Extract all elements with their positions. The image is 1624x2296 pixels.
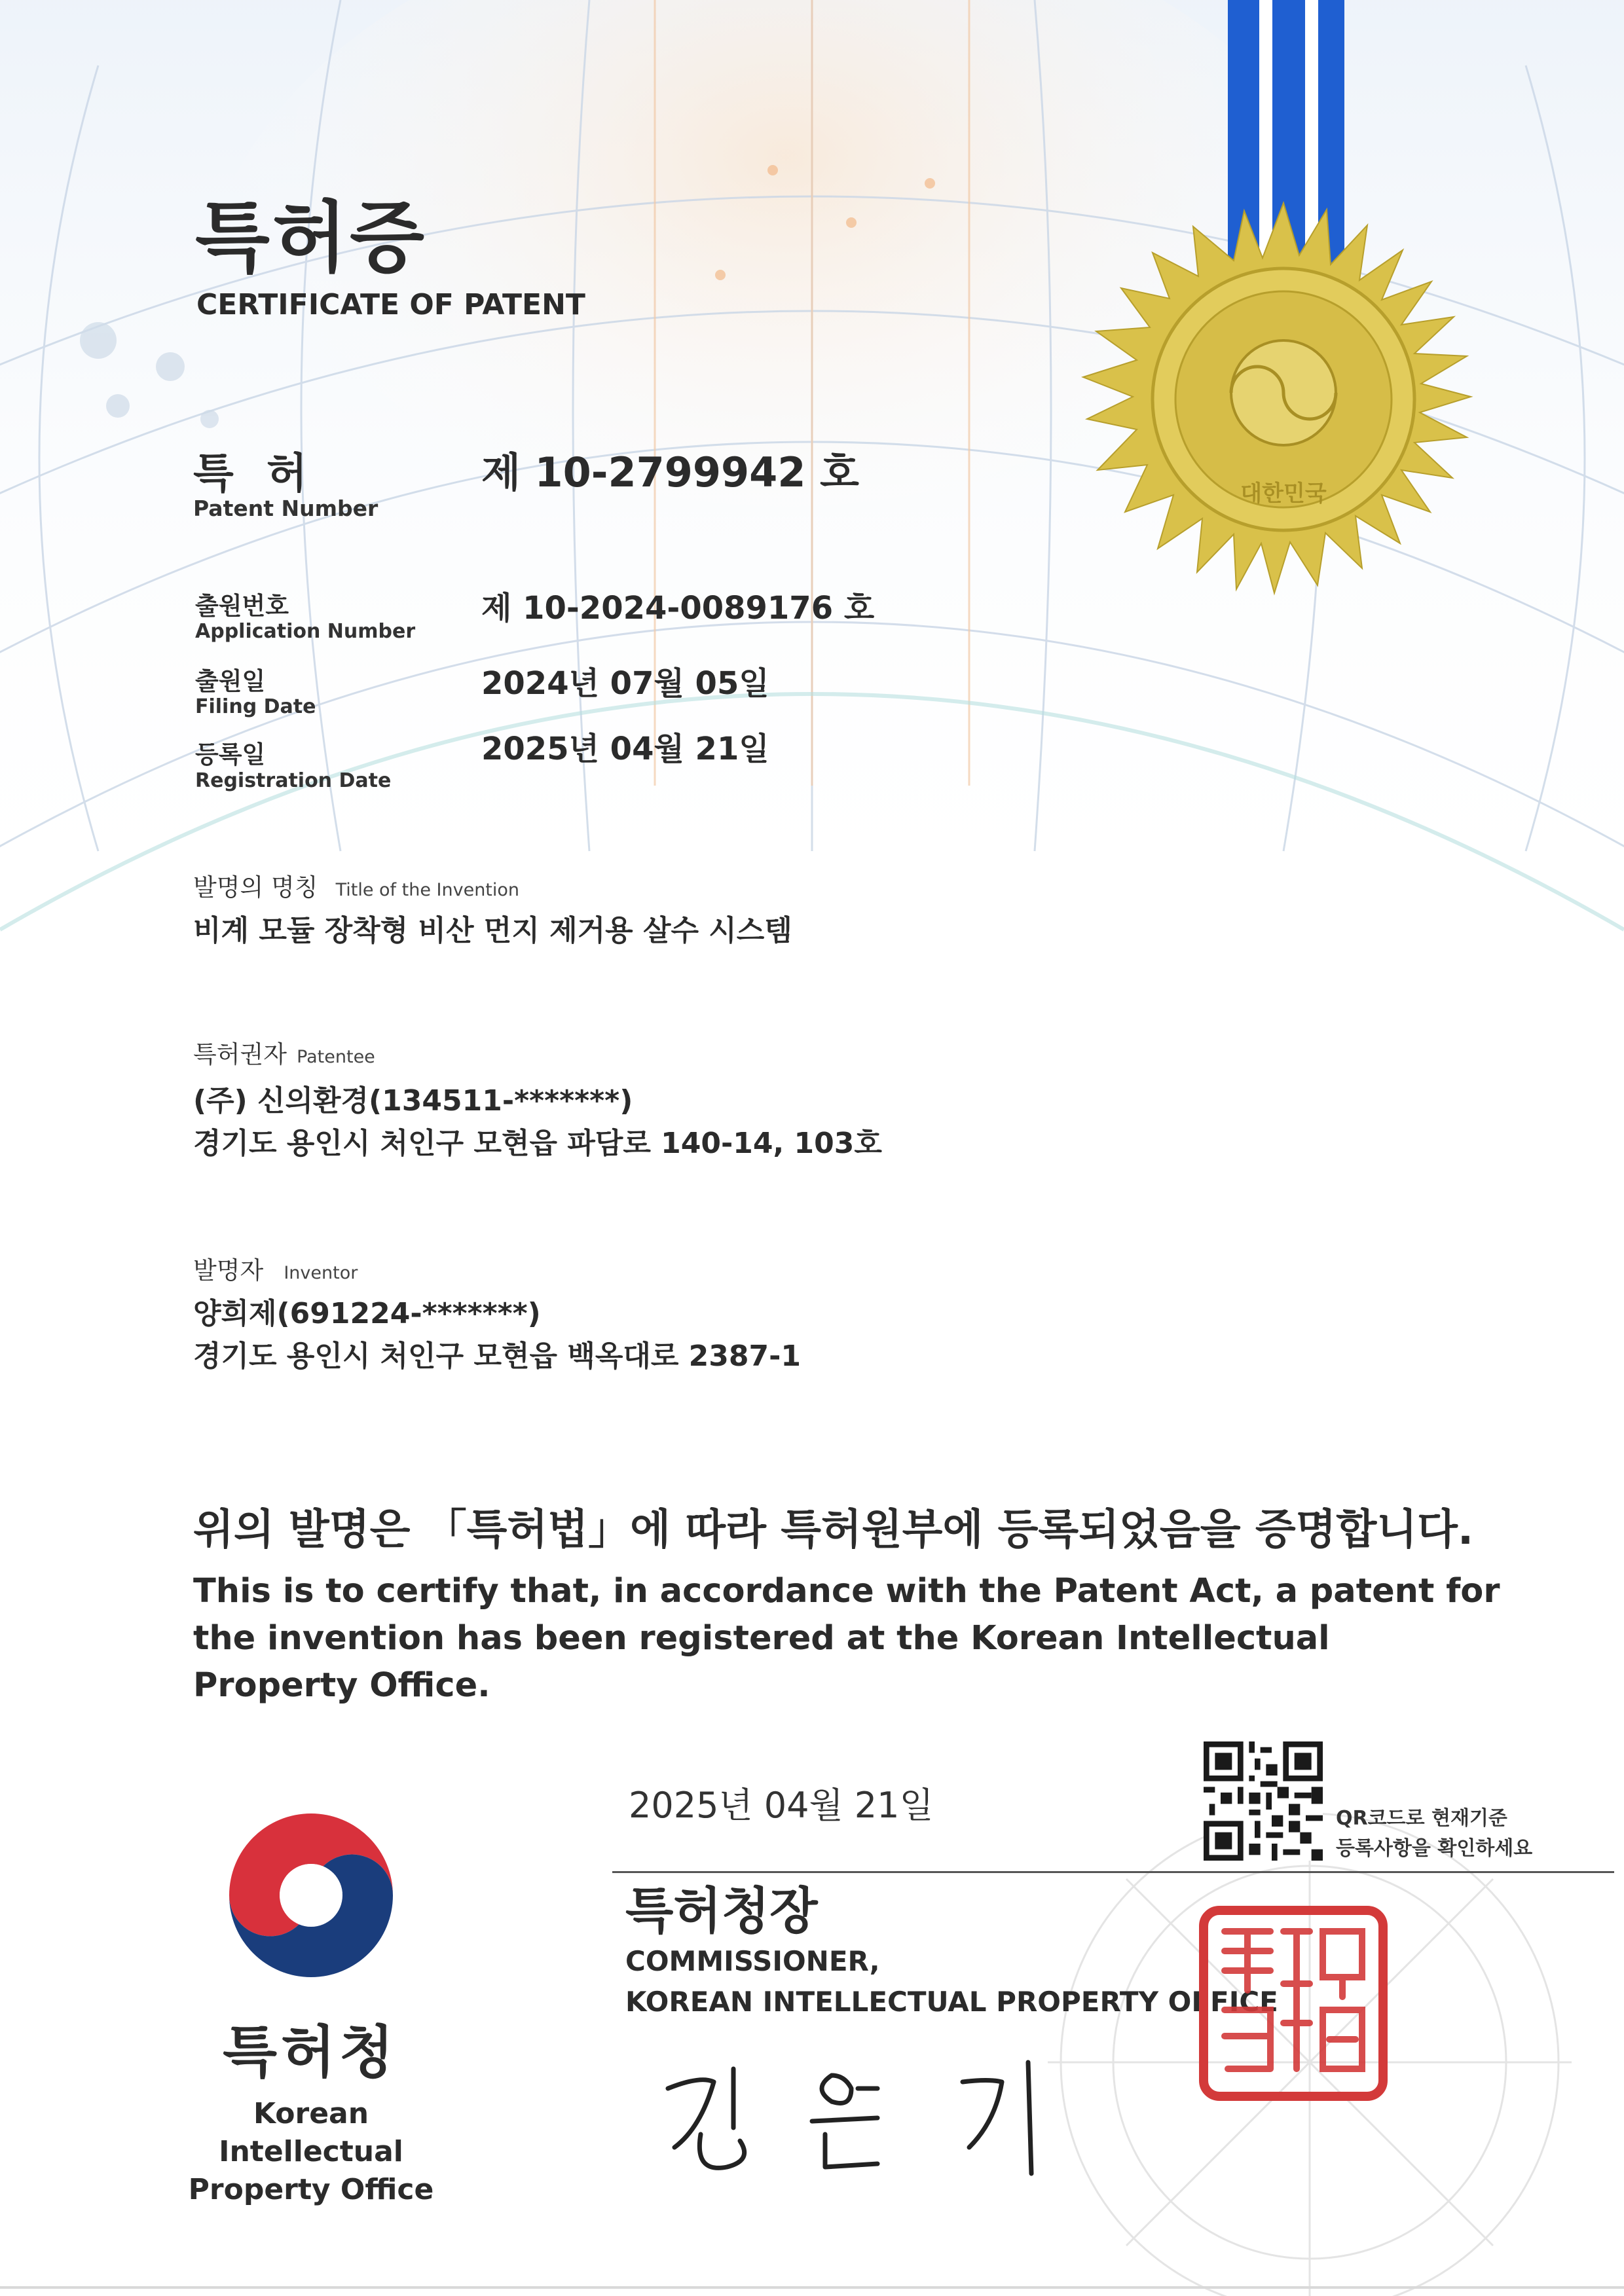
qr-note <box>1336 1804 1532 1864</box>
qr-code[interactable] <box>1204 1741 1323 1861</box>
application-number-label-en: Application Number <box>195 620 416 643</box>
certification-statement-en: This is to certify that, in accordance with the Patent Act, a patent for the invention has been registered at the Korean Intellectual Property Office. <box>193 1572 1500 1705</box>
gold-seal-medal <box>1074 196 1493 615</box>
kipo-name-en <box>164 2095 458 2209</box>
inventor-name: 양희제(691224-*******) <box>193 1297 541 1330</box>
invention-title-label <box>193 867 519 903</box>
qr-note-line2: 등록사항을 확인하세요 <box>1336 1837 1533 1860</box>
patent-number-label-en: Patent Number <box>193 496 378 521</box>
registration-date-label-ko: 등록일 <box>195 740 266 769</box>
registration-date-label-en: Registration Date <box>195 769 392 792</box>
patentee-label-en: Patentee <box>297 1047 375 1067</box>
patentee-label <box>193 1034 375 1070</box>
inventor-address: 경기도 용인시 처인구 모현읍 백옥대로 2387-1 <box>193 1339 801 1373</box>
certification-statement-ko: 위의 발명은 「특허법」에 따라 특허원부에 등록되었음을 증명합니다. <box>193 1506 1474 1554</box>
invention-title-value: 비계 모듈 장착형 비산 먼지 제거용 살수 시스템 <box>193 914 792 947</box>
kipo-name-en-line1: Korean Intellectual <box>219 2097 403 2168</box>
inventor-label-ko: 발명자 <box>193 1256 264 1285</box>
medal-text: 대한민국 <box>1240 481 1327 507</box>
filing-date-value: 2024년 07월 05일 <box>481 665 769 702</box>
commissioner-title-en-line1: COMMISSIONER, <box>625 1945 880 1977</box>
kipo-name-en-line2: Property Office <box>188 2173 434 2206</box>
patent-number-label-ko: 특 허 <box>193 450 316 498</box>
certificate-title-ko: 특허증 <box>195 192 427 283</box>
application-number-label-ko: 출원번호 <box>195 592 289 620</box>
inventor-label-en: Inventor <box>284 1263 358 1283</box>
commissioner-title-en-line2: KOREAN INTELLECTUAL PROPERTY OFFICE <box>625 1986 1278 2018</box>
invention-title-label-en: Title of the Invention <box>335 880 520 900</box>
kipo-taegeuk-logo <box>216 1797 406 1987</box>
registration-date-value: 2025년 04월 21일 <box>481 731 769 767</box>
commissioner-title-ko: 특허청장 <box>625 1882 818 1940</box>
patentee-name: (주) 신의환경(134511-*******) <box>193 1084 633 1118</box>
commissioner-title-en <box>625 1941 1278 2022</box>
commissioner-signature <box>661 2049 1067 2180</box>
certificate-title-en: CERTIFICATE OF PATENT <box>196 288 585 321</box>
invention-title-label-ko: 발명의 명칭 <box>193 873 318 902</box>
issue-date: 2025년 04월 21일 <box>629 1785 934 1826</box>
kipo-name-ko: 특허청 <box>223 2020 398 2085</box>
filing-date-label-en: Filing Date <box>195 695 316 718</box>
patentee-label-ko: 특허권자 <box>193 1040 287 1068</box>
official-red-stamp <box>1198 1905 1388 2102</box>
application-number-value: 제 10-2024-0089176 호 <box>481 590 875 627</box>
patent-number-value: 제 10-2799942 호 <box>481 448 859 496</box>
filing-date-label-ko: 출원일 <box>195 667 266 695</box>
patentee-address: 경기도 용인시 처인구 모현읍 파담로 140-14, 103호 <box>193 1127 882 1160</box>
qr-note-line1: QR코드로 현재기준 <box>1336 1807 1507 1830</box>
inventor-label <box>193 1250 358 1286</box>
bottom-rule <box>0 2286 1624 2289</box>
